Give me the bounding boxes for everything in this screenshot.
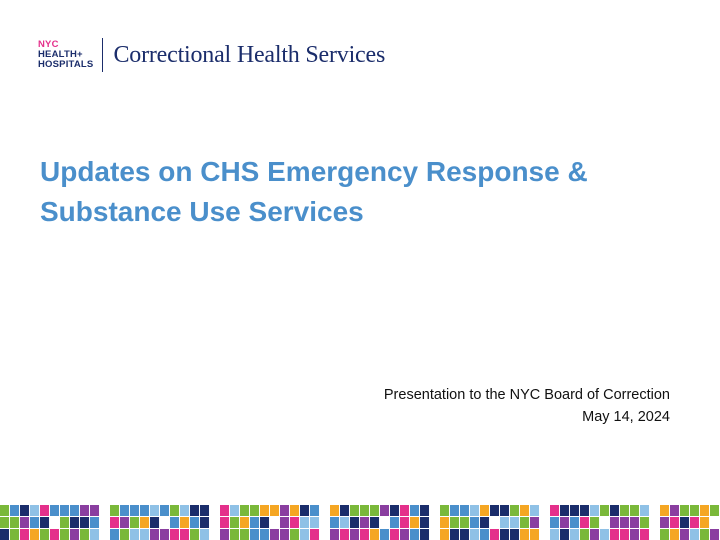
footer-color-block xyxy=(150,505,159,516)
footer-color-block xyxy=(660,517,669,528)
logo-divider xyxy=(102,38,103,72)
footer-color-block xyxy=(50,505,59,516)
footer-color-block xyxy=(190,529,199,540)
footer-color-block xyxy=(320,505,329,516)
footer-color-block xyxy=(470,529,479,540)
footer-color-block xyxy=(390,517,399,528)
footer-color-block xyxy=(320,529,329,540)
footer-color-block xyxy=(140,529,149,540)
subtitle-date: May 14, 2024 xyxy=(582,409,670,425)
footer-color-block xyxy=(300,517,309,528)
footer-color-block xyxy=(520,505,529,516)
footer-color-block xyxy=(380,529,389,540)
footer-color-block xyxy=(320,517,329,528)
footer-color-block xyxy=(530,529,539,540)
footer-color-block xyxy=(290,529,299,540)
footer-color-block xyxy=(710,517,719,528)
footer-color-block xyxy=(30,529,39,540)
footer-color-block xyxy=(480,517,489,528)
footer-color-block xyxy=(460,505,469,516)
footer-color-block xyxy=(20,505,29,516)
slide-title-line-1: Updates on CHS Emergency Response & xyxy=(40,156,588,187)
footer-color-block xyxy=(110,505,119,516)
footer-color-block xyxy=(670,517,679,528)
footer-color-block xyxy=(450,505,459,516)
footer-color-block xyxy=(530,517,539,528)
footer-color-block xyxy=(530,505,539,516)
footer-color-block xyxy=(400,505,409,516)
footer-color-block xyxy=(10,517,19,528)
footer-color-block xyxy=(700,505,709,516)
footer-color-block xyxy=(70,505,79,516)
logo-health: HEALTH+ xyxy=(38,49,83,60)
footer-color-block xyxy=(10,505,19,516)
footer-color-block xyxy=(340,529,349,540)
footer-color-block xyxy=(550,529,559,540)
footer-color-block xyxy=(180,505,189,516)
footer-color-block xyxy=(300,529,309,540)
footer-color-block xyxy=(600,517,609,528)
footer-color-block xyxy=(600,529,609,540)
footer-color-block xyxy=(0,505,9,516)
footer-color-block xyxy=(640,505,649,516)
footer-color-block xyxy=(670,505,679,516)
footer-color-block xyxy=(430,517,439,528)
footer-color-block xyxy=(240,529,249,540)
footer-color-block xyxy=(200,505,209,516)
footer-color-block xyxy=(560,517,569,528)
footer-color-block xyxy=(120,505,129,516)
footer-color-block xyxy=(420,505,429,516)
footer-color-block xyxy=(590,529,599,540)
decorative-color-block-footer xyxy=(0,505,720,540)
footer-color-block xyxy=(80,505,89,516)
footer-color-block xyxy=(200,517,209,528)
footer-color-block xyxy=(110,529,119,540)
footer-color-block xyxy=(490,529,499,540)
footer-color-block xyxy=(220,529,229,540)
footer-color-block xyxy=(470,505,479,516)
footer-color-block xyxy=(130,505,139,516)
footer-color-block xyxy=(0,529,9,540)
footer-color-block xyxy=(610,529,619,540)
nyc-health-hospitals-logo xyxy=(38,37,385,73)
footer-color-block xyxy=(230,529,239,540)
footer-color-block xyxy=(200,529,209,540)
footer-color-block xyxy=(690,529,699,540)
footer-color-block xyxy=(260,529,269,540)
footer-color-block xyxy=(420,529,429,540)
footer-color-block xyxy=(150,517,159,528)
footer-color-block xyxy=(450,529,459,540)
footer-color-block xyxy=(330,505,339,516)
footer-color-block xyxy=(620,529,629,540)
footer-color-block xyxy=(630,529,639,540)
footer-color-block xyxy=(410,529,419,540)
footer-color-block xyxy=(310,529,319,540)
subtitle-presenter: Presentation to the NYC Board of Correction xyxy=(383,387,670,403)
footer-color-block xyxy=(0,517,9,528)
footer-color-block xyxy=(140,517,149,528)
footer-color-block xyxy=(510,517,519,528)
footer-color-block xyxy=(80,517,89,528)
footer-color-block xyxy=(60,505,69,516)
footer-color-block xyxy=(120,529,129,540)
footer-color-block xyxy=(190,505,199,516)
footer-color-block xyxy=(350,517,359,528)
logo-nyc: NYC xyxy=(38,39,59,50)
footer-color-block xyxy=(540,505,549,516)
footer-color-block xyxy=(490,517,499,528)
footer-color-block xyxy=(590,517,599,528)
footer-color-block xyxy=(500,517,509,528)
footer-color-block xyxy=(590,505,599,516)
footer-color-block xyxy=(330,517,339,528)
footer-color-block xyxy=(280,517,289,528)
footer-color-block xyxy=(130,517,139,528)
footer-color-block xyxy=(360,505,369,516)
footer-color-block xyxy=(710,505,719,516)
footer-color-block xyxy=(160,505,169,516)
footer-color-block xyxy=(380,517,389,528)
footer-color-block xyxy=(100,529,109,540)
footer-color-block xyxy=(350,505,359,516)
footer-color-block xyxy=(100,517,109,528)
footer-color-block xyxy=(610,505,619,516)
footer-color-block xyxy=(270,505,279,516)
footer-color-block xyxy=(690,517,699,528)
footer-color-block xyxy=(490,505,499,516)
footer-color-block xyxy=(610,517,619,528)
footer-color-block xyxy=(360,517,369,528)
footer-color-block xyxy=(210,505,219,516)
logo-mark xyxy=(38,40,93,70)
footer-color-block xyxy=(350,529,359,540)
footer-color-block xyxy=(290,505,299,516)
footer-color-block xyxy=(650,529,659,540)
footer-color-block xyxy=(210,529,219,540)
footer-color-block xyxy=(210,517,219,528)
footer-color-block xyxy=(140,505,149,516)
footer-color-block xyxy=(520,517,529,528)
footer-color-block xyxy=(660,505,669,516)
footer-color-block xyxy=(170,505,179,516)
footer-color-block xyxy=(40,517,49,528)
footer-color-block xyxy=(690,505,699,516)
footer-color-block xyxy=(620,505,629,516)
footer-color-block xyxy=(700,529,709,540)
footer-color-block xyxy=(480,529,489,540)
footer-color-block xyxy=(260,517,269,528)
footer-color-block xyxy=(430,505,439,516)
footer-color-block xyxy=(680,529,689,540)
footer-color-block xyxy=(550,517,559,528)
footer-color-block xyxy=(290,517,299,528)
footer-color-block xyxy=(220,517,229,528)
footer-color-block xyxy=(370,517,379,528)
footer-color-block xyxy=(570,517,579,528)
footer-color-block xyxy=(110,517,119,528)
footer-color-block xyxy=(30,517,39,528)
footer-color-block xyxy=(80,529,89,540)
footer-color-block xyxy=(50,517,59,528)
footer-color-block xyxy=(100,505,109,516)
footer-color-block xyxy=(680,505,689,516)
footer-color-block xyxy=(710,529,719,540)
footer-color-block xyxy=(170,517,179,528)
footer-color-block xyxy=(370,505,379,516)
footer-color-block xyxy=(30,505,39,516)
footer-color-block xyxy=(400,529,409,540)
footer-color-block xyxy=(390,529,399,540)
footer-color-block xyxy=(540,517,549,528)
footer-color-block xyxy=(230,517,239,528)
footer-color-block xyxy=(500,505,509,516)
footer-color-block xyxy=(580,517,589,528)
footer-color-block xyxy=(150,529,159,540)
footer-color-block xyxy=(190,517,199,528)
footer-color-block xyxy=(430,529,439,540)
footer-color-block xyxy=(480,505,489,516)
footer-color-block xyxy=(420,517,429,528)
footer-color-block xyxy=(60,517,69,528)
footer-color-block xyxy=(40,529,49,540)
footer-color-block xyxy=(510,505,519,516)
footer-color-block xyxy=(460,529,469,540)
footer-color-block xyxy=(90,529,99,540)
footer-color-block xyxy=(270,517,279,528)
footer-color-block xyxy=(340,505,349,516)
footer-color-block xyxy=(560,505,569,516)
footer-color-block xyxy=(660,529,669,540)
footer-color-block xyxy=(640,529,649,540)
footer-color-block xyxy=(510,529,519,540)
footer-color-block xyxy=(120,517,129,528)
footer-color-block xyxy=(330,529,339,540)
footer-color-block xyxy=(130,529,139,540)
footer-color-block xyxy=(600,505,609,516)
footer-color-block xyxy=(160,517,169,528)
footer-color-block xyxy=(220,505,229,516)
footer-color-block xyxy=(560,529,569,540)
footer-color-block xyxy=(540,529,549,540)
footer-color-block xyxy=(650,517,659,528)
footer-color-block xyxy=(570,505,579,516)
footer-color-block xyxy=(440,517,449,528)
footer-color-block xyxy=(630,517,639,528)
footer-color-block xyxy=(340,517,349,528)
footer-color-block xyxy=(650,505,659,516)
footer-color-block xyxy=(440,529,449,540)
footer-color-block xyxy=(90,505,99,516)
footer-color-block xyxy=(500,529,509,540)
footer-color-block xyxy=(250,517,259,528)
footer-color-block xyxy=(160,529,169,540)
presentation-subtitle xyxy=(384,384,670,428)
footer-color-block xyxy=(390,505,399,516)
footer-color-block xyxy=(280,505,289,516)
footer-color-block xyxy=(240,517,249,528)
footer-color-block xyxy=(680,517,689,528)
footer-color-block xyxy=(230,505,239,516)
footer-color-block xyxy=(620,517,629,528)
footer-color-block xyxy=(310,505,319,516)
footer-color-block xyxy=(520,529,529,540)
footer-color-block xyxy=(70,529,79,540)
footer-color-block xyxy=(20,529,29,540)
footer-color-block xyxy=(260,505,269,516)
footer-color-block xyxy=(440,505,449,516)
footer-color-block xyxy=(310,517,319,528)
footer-color-block xyxy=(640,517,649,528)
footer-color-block xyxy=(280,529,289,540)
footer-color-block xyxy=(90,517,99,528)
logo-hospitals: HOSPITALS xyxy=(38,59,94,70)
footer-color-block xyxy=(370,529,379,540)
footer-color-block xyxy=(470,517,479,528)
footer-color-block xyxy=(360,529,369,540)
footer-color-block xyxy=(400,517,409,528)
footer-color-block xyxy=(630,505,639,516)
footer-color-block xyxy=(380,505,389,516)
footer-color-block xyxy=(450,517,459,528)
footer-color-block xyxy=(50,529,59,540)
footer-color-block xyxy=(240,505,249,516)
footer-color-block xyxy=(570,529,579,540)
footer-color-block xyxy=(410,505,419,516)
footer-color-block xyxy=(460,517,469,528)
footer-color-block xyxy=(60,529,69,540)
slide-title xyxy=(40,152,660,232)
slide-title-line-2: Substance Use Services xyxy=(40,196,364,227)
footer-color-block xyxy=(700,517,709,528)
footer-color-block xyxy=(40,505,49,516)
footer-color-block xyxy=(180,529,189,540)
footer-color-block xyxy=(270,529,279,540)
footer-color-block xyxy=(10,529,19,540)
logo-service-name: Correctional Health Services xyxy=(113,41,386,68)
footer-color-block xyxy=(580,529,589,540)
footer-color-block xyxy=(20,517,29,528)
footer-color-block xyxy=(180,517,189,528)
footer-color-block xyxy=(250,505,259,516)
footer-color-block xyxy=(670,529,679,540)
footer-color-block xyxy=(70,517,79,528)
footer-color-block xyxy=(580,505,589,516)
footer-color-block xyxy=(550,505,559,516)
footer-color-block xyxy=(300,505,309,516)
footer-color-block xyxy=(170,529,179,540)
footer-color-block xyxy=(250,529,259,540)
footer-color-block xyxy=(410,517,419,528)
